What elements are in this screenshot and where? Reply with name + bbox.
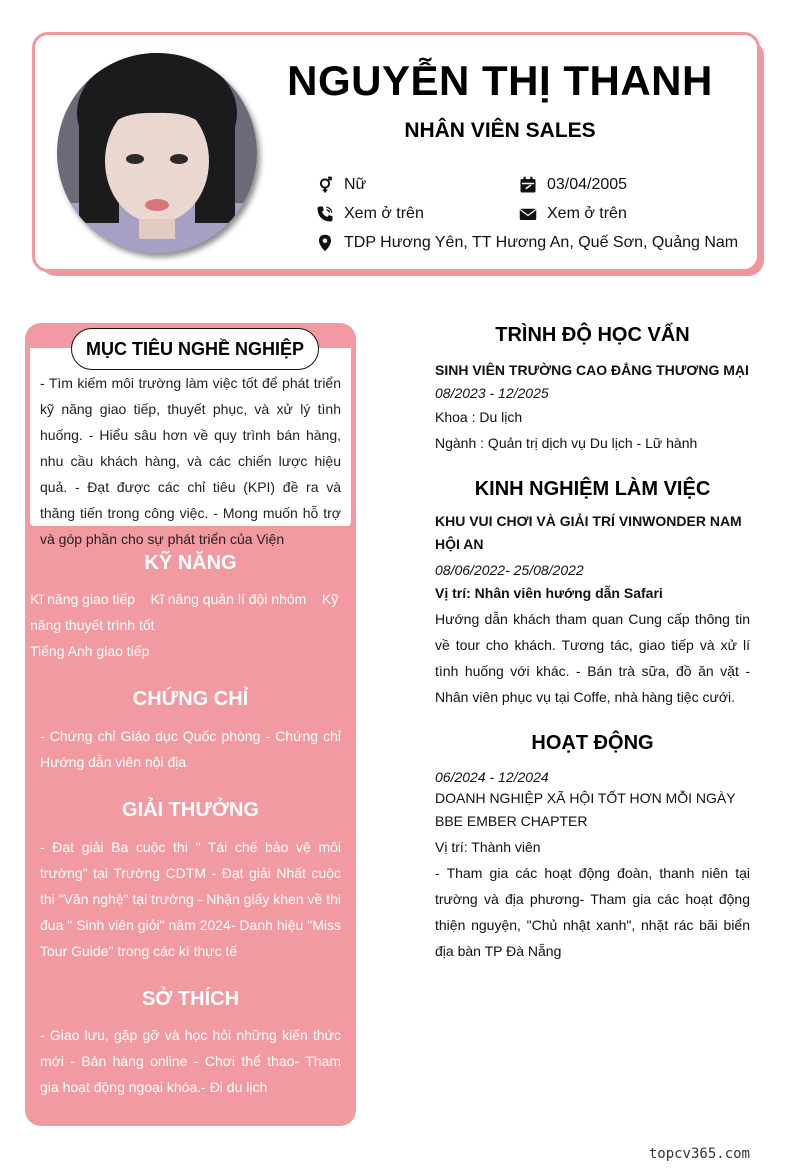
watermark-text: topcv365.com: [648, 1146, 750, 1162]
info-email: [517, 203, 627, 225]
experience-position: Vị trí: Nhân viên hướng dẫn Safari: [435, 585, 663, 601]
gender-value: Nữ: [344, 176, 367, 193]
hobbies-heading: SỞ THÍCH: [141, 988, 240, 1010]
avatar-portrait-image: [57, 53, 257, 253]
info-birthdate: [517, 174, 627, 196]
awards-text: - Đạt giải Ba cuộc thi " Tái chế bảo vệ môi trường" tại Trường CDTM - Đạt giải Nhất cuộc thi "Văn nghệ" tại trường - Nhận giấy khen về thi đua " Sinh viên giỏi" năm 2024- Danh hiệu "Miss Tour Guide" trong các kì thực tế: [40, 839, 341, 959]
education-faculty: Khoa : Du lịch: [435, 409, 523, 425]
phone-value: Xem ở trên: [344, 205, 424, 222]
skill-item: Kỹ năng thuyết trình tốt: [30, 591, 339, 633]
activities-description: - Tham gia các hoạt động đoàn, thanh niên tại trường và địa phương- Tham gia các hoạt động thiện nguyện, "Chủ nhật xanh", nhặt rác bãi biển địa bàn TP Đà Nẵng: [435, 865, 750, 959]
skills-heading: KỸ NĂNG: [144, 552, 237, 574]
gender-icon: [314, 174, 336, 196]
phone-icon: [314, 203, 336, 225]
hobbies-text: - Giao lưu, gặp gỡ và học hỏi những kiến thức mới - Bán hàng online - Chơi thể thao- Tham gia hoạt động ngoại khóa.- Đi du lịch: [40, 1027, 341, 1095]
certificates-text: - Chứng chỉ Giáo dục Quốc phòng - Chứng chỉ Hướng dẫn viên nội địa: [40, 728, 341, 770]
left-column: [25, 323, 356, 1126]
skills-list: [30, 586, 340, 664]
education-period: 08/2023 - 12/2025: [435, 385, 549, 401]
skill-item: Kĩ năng quản lí đội nhóm: [150, 591, 307, 607]
experience-heading: KINH NGHIỆM LÀM VIỆC: [474, 478, 711, 500]
activities-period: 06/2024 - 12/2024: [435, 769, 549, 785]
candidate-name: NGUYỄN THỊ THANH: [287, 57, 713, 104]
header-card: [32, 32, 760, 272]
activities-organization: DOANH NGHIỆP XÃ HỘI TỐT HƠN MỖI NGÀY BBE EMBER CHAPTER: [435, 790, 736, 829]
info-address: [314, 232, 738, 254]
info-phone: [314, 203, 424, 225]
avatar: [57, 53, 257, 253]
certificates-heading: CHỨNG CHỈ: [132, 688, 249, 710]
activities-role: Vị trí: Thành viên: [435, 839, 541, 855]
activities-heading: HOẠT ĐỘNG: [531, 732, 654, 754]
education-heading: TRÌNH ĐỘ HỌC VẤN: [495, 324, 690, 346]
calendar-icon: [517, 174, 539, 196]
education-major: Ngành : Quản trị dịch vụ Du lịch - Lữ hành: [435, 435, 698, 451]
envelope-icon: [517, 203, 539, 225]
skill-item: Kĩ năng giao tiếp: [30, 591, 136, 607]
career-objective-text: - Tìm kiếm môi trường làm việc tốt để phát triển kỹ năng giao tiếp, thuyết phục, và xử lý tình huống. - Hiểu sâu hơn về quy trình bán hàng, nhu cầu khách hàng, và các chiến lược hiệu quả. - Đạt được các chỉ tiêu (KPI) đề ra và thăng tiến trong công việc. - Mong muốn hỗ trợ và góp phần cho sự phát triển của Viện: [40, 375, 341, 547]
email-value: Xem ở trên: [547, 205, 627, 222]
birthdate-value: 03/04/2005: [547, 176, 628, 193]
experience-description: Hướng dẫn khách tham quan Cung cấp thông tin về tour cho khách. Tương tác, giao tiếp và xử lí tình huống với khác. - Bán trà sữa, đồ ăn vặt - Nhân viên phục vụ tại Coffe, nhà hàng tiệc cưới.: [435, 611, 750, 705]
education-school: SINH VIÊN TRƯỜNG CAO ĐẲNG THƯƠNG MẠI: [435, 362, 749, 378]
skill-item: Tiếng Anh giao tiếp: [30, 643, 150, 659]
address-value: TDP Hương Yên, TT Hương An, Quế Sơn, Quảng Nam: [344, 234, 739, 251]
job-title: NHÂN VIÊN SALES: [404, 119, 596, 142]
career-objective-heading: MỤC TIÊU NGHỀ NGHIỆP: [71, 328, 319, 370]
map-pin-icon: [314, 232, 336, 254]
info-gender: [314, 174, 366, 196]
career-objective-section: [30, 338, 351, 547]
experience-company: KHU VUI CHƠI VÀ GIẢI TRÍ VINWONDER NAM HỘI AN: [435, 513, 742, 552]
experience-period: 08/06/2022- 25/08/2022: [435, 562, 584, 578]
awards-heading: GIẢI THƯỞNG: [122, 799, 259, 821]
